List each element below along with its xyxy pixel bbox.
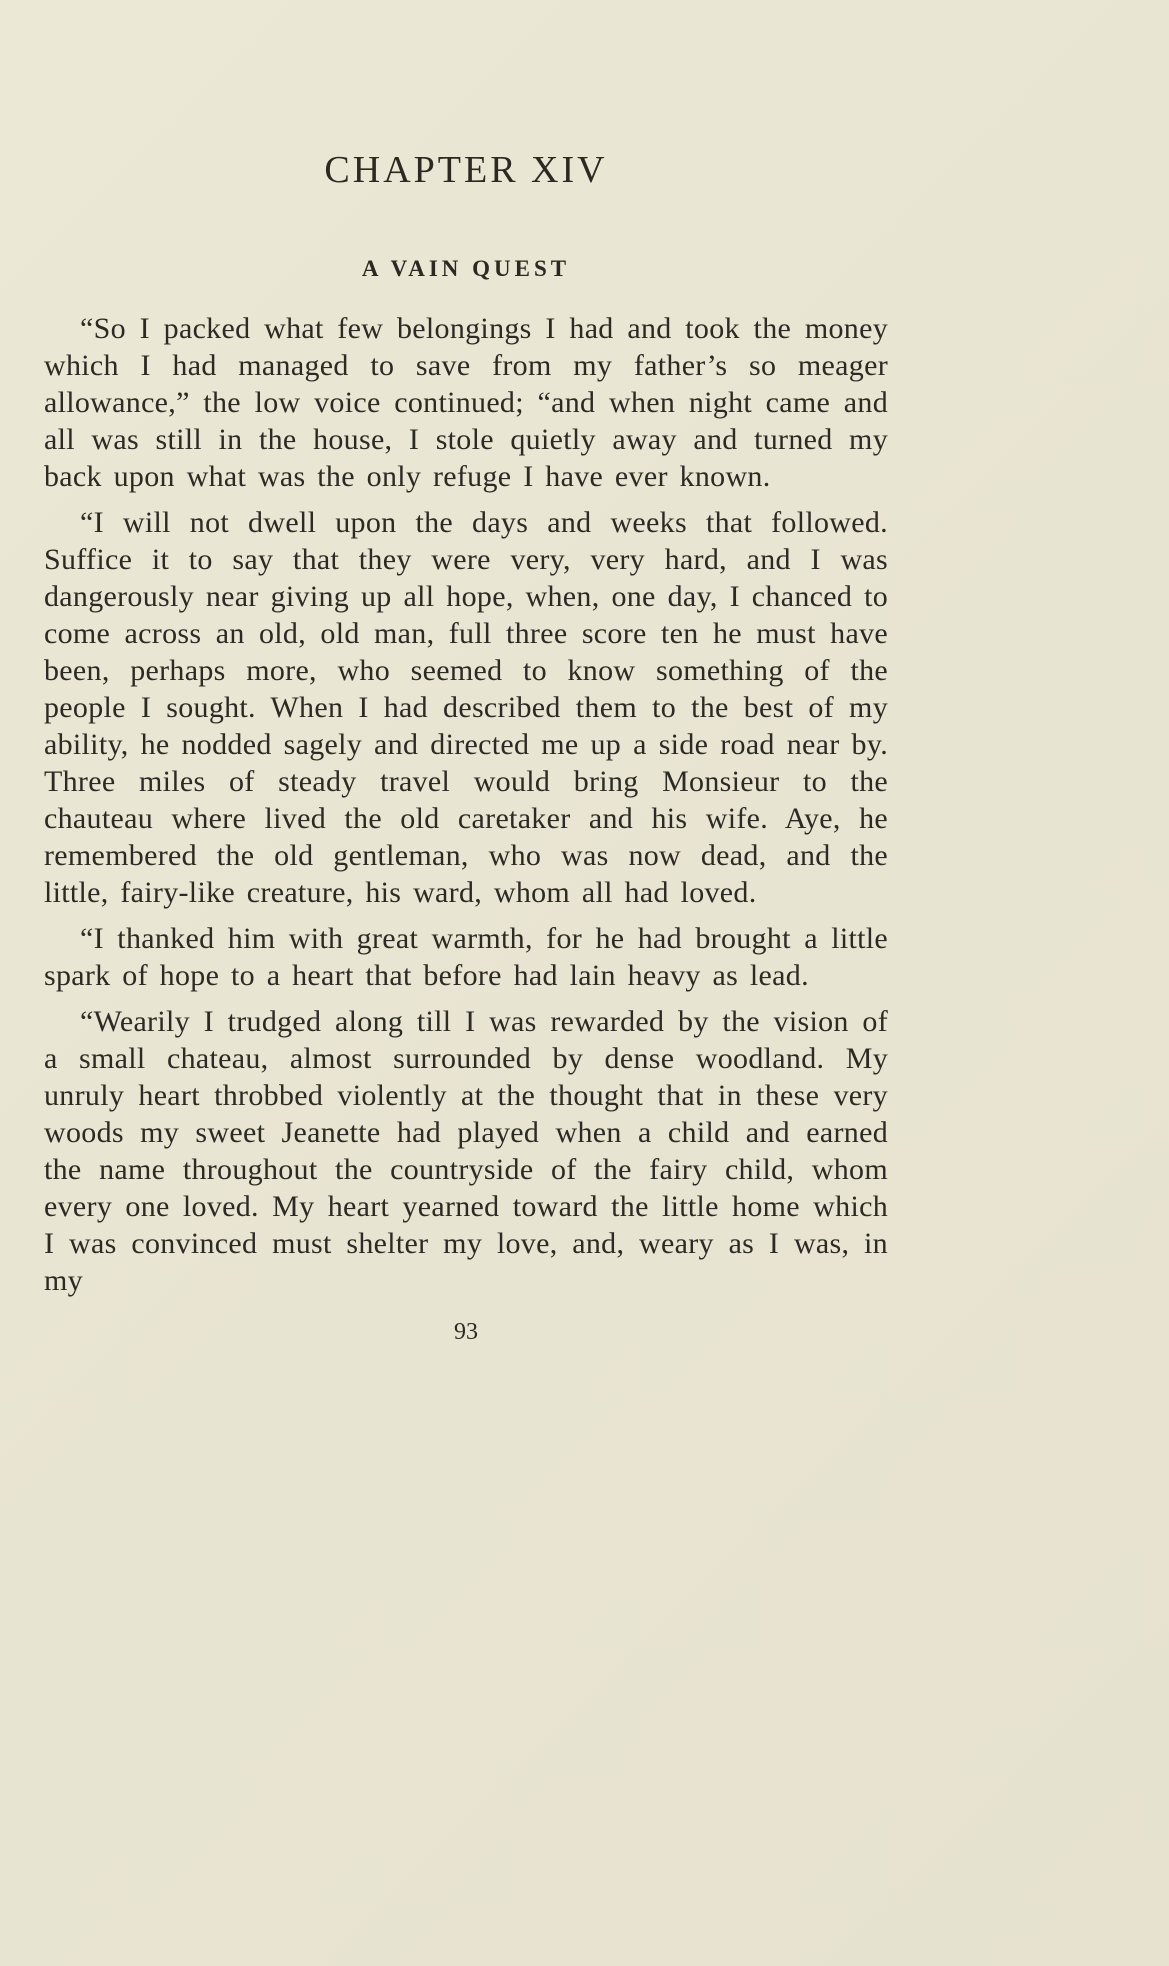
section-title: A VAIN QUEST bbox=[361, 256, 571, 281]
paragraph: “I will not dwell upon the days and weeks that followed. Suffice it to say that they were very, very hard, and I was dangerously near giving up all hope, when, one day, I chanced to come across an old, old man, full three score ten he must have been, perhaps more, who seemed to know something of the people I sought. When I had described them to the best of my ability, he nodded sagely and directed me up a side road near by. Three miles of steady travel would bring Monsieur to the chauteau where lived the old caretaker and his wife. Aye, he remembered the old gentleman, who was now dead, and the little, fairy-like creature, his ward, whom all had loved. bbox=[44, 506, 888, 909]
paragraph: “So I packed what few belongings I had and took the money which I had managed to save from my father’s so meager allowance,” the low voice continued; “and when night came and all was still in the house, I stole quietly away and turned my back upon what was the only refuge I have ever known. bbox=[44, 312, 888, 493]
paragraph: “Wearily I trudged along till I was rewarded by the vision of a small chateau, almost surrounded by dense woodland. My unruly heart throbbed violently at the thought that in these very woods my sweet Jeanette had played when a child and earned the name throughout the countryside of the fairy child, whom every one loved. My heart yearned toward the little home which I was convinced must shelter my love, and, weary as I was, in my bbox=[44, 1005, 888, 1297]
text-block bbox=[44, 148, 888, 1346]
paragraph: “I thanked him with great warmth, for he had brought a little spark of hope to a heart that before had lain heavy as lead. bbox=[44, 922, 888, 992]
page-number: 93 bbox=[454, 1319, 478, 1345]
chapter-title: CHAPTER XIV bbox=[324, 149, 608, 191]
